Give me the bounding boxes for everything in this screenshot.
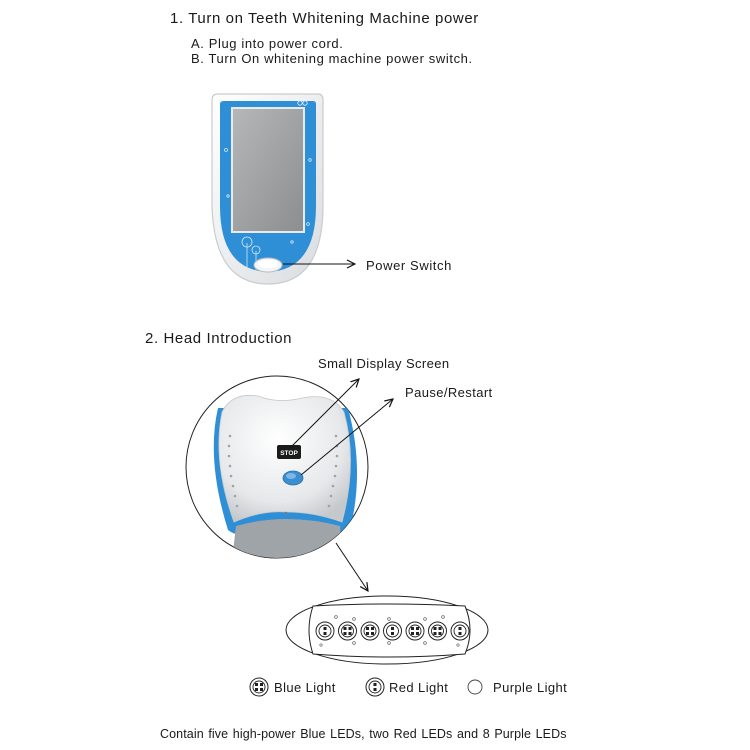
section2-heading: 2. Head Introduction <box>145 330 293 347</box>
step-a: A. Plug into power cord. <box>191 36 344 51</box>
footer-note: Contain five high-power Blue LEDs, two Red LEDs and 8 Purple LEDs <box>160 727 567 741</box>
stop-screen-text: STOP <box>280 450 298 457</box>
led-blue-5 <box>406 622 424 640</box>
section1-heading: 1. Turn on Teeth Whitening Machine power <box>170 10 479 27</box>
led-red-7 <box>451 622 469 640</box>
led-panel-diagram <box>286 596 488 664</box>
led-red-4 <box>384 622 402 640</box>
step-b: B. Turn On whitening machine power switch. <box>191 51 473 66</box>
whitening-machine-illustration <box>212 94 323 284</box>
legend-purple-icon <box>468 680 482 694</box>
power-switch-label: Power Switch <box>366 258 452 273</box>
legend-red-icon <box>366 678 384 696</box>
legend-blue-icon <box>250 678 268 696</box>
led-blue-2 <box>339 622 357 640</box>
light-head-illustration <box>186 376 368 560</box>
led-blue-3 <box>361 622 379 640</box>
pause-restart-label: Pause/Restart <box>405 385 493 400</box>
legend-red-label: Red Light <box>389 680 449 695</box>
legend-purple-label: Purple Light <box>493 680 568 695</box>
legend-blue-label: Blue Light <box>274 680 336 695</box>
display-screen-label: Small Display Screen <box>318 356 450 371</box>
led-panel-arrow <box>336 543 368 591</box>
led-blue-6 <box>429 622 447 640</box>
led-red-1 <box>316 622 334 640</box>
